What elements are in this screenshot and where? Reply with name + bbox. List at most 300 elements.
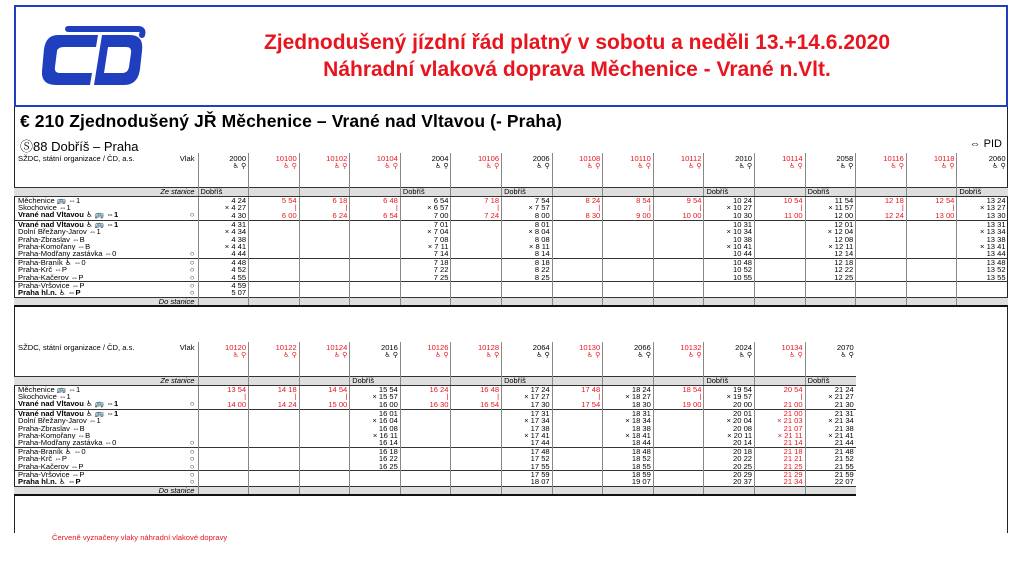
spacer-cell <box>198 368 249 376</box>
time-cell: 16 54 <box>451 400 502 409</box>
time-cell <box>249 417 300 424</box>
station-label: Vrané nad Vltavou ♿ 🚌 ⇔1 <box>18 400 119 409</box>
time-cell <box>755 274 806 282</box>
time-cell: 17 30 <box>502 400 553 409</box>
time-cell: 20 25 <box>704 463 755 471</box>
time-cell: 20 01 <box>704 409 755 417</box>
origin-station <box>299 376 350 385</box>
time-cell <box>299 228 350 235</box>
to-station-cell <box>704 486 755 495</box>
time-cell: 8 00 <box>502 211 553 220</box>
spacer-cell <box>14 368 198 376</box>
time-cell <box>856 274 907 282</box>
time-cell: | <box>856 204 907 211</box>
wheelchair-bicycle-icon: ♿ ⚲ <box>536 163 550 171</box>
spacer-cell <box>350 368 401 376</box>
time-cell <box>350 236 401 243</box>
to-station-cell <box>198 486 249 495</box>
time-cell: 17 52 <box>502 455 553 462</box>
time-cell: 20 29 <box>704 470 755 478</box>
time-cell: × 10 27 <box>704 204 755 211</box>
time-cell <box>249 432 300 439</box>
time-cell: 18 38 <box>603 425 654 432</box>
time-cell: 7 01 <box>400 220 451 228</box>
time-cell: 6 48 <box>350 196 401 204</box>
time-cell: × 11 57 <box>805 204 856 211</box>
to-station-label: Do stanice <box>14 486 198 495</box>
time-cell <box>350 220 401 228</box>
time-cell: × 7 11 <box>400 243 451 250</box>
time-cell: 10 44 <box>704 250 755 258</box>
time-cell: × 13 41 <box>957 243 1008 250</box>
time-cell <box>249 409 300 417</box>
time-cell: 13 44 <box>957 250 1008 258</box>
time-cell: 13 00 <box>906 211 957 220</box>
banner-line-1: Zjednodušený jízdní řád platný v sobotu a neděli 13.+14.6.2020 <box>263 31 891 54</box>
time-cell <box>653 455 704 462</box>
time-cell: 20 14 <box>704 439 755 447</box>
time-cell: 21 14 <box>755 439 806 447</box>
spacer-cell <box>805 368 856 376</box>
train-number-cell <box>350 342 401 368</box>
station-label: Praha-Vršovice ⇔P <box>18 470 85 479</box>
time-cell: 5 54 <box>249 196 300 204</box>
time-cell <box>653 447 704 455</box>
station-name <box>14 455 198 462</box>
time-cell <box>249 447 300 455</box>
time-cell: × 12 11 <box>805 243 856 250</box>
time-cell: × 13 27 <box>957 204 1008 211</box>
time-cell <box>704 281 755 289</box>
train-number-cell <box>552 153 603 179</box>
train-number-cell <box>653 153 704 179</box>
station-label: Měchenice 🚌 ⇔1 <box>18 385 81 393</box>
time-cell <box>552 417 603 424</box>
time-cell <box>603 258 654 266</box>
time-cell: 17 59 <box>502 470 553 478</box>
stop-circle-icon: ○ <box>189 266 195 274</box>
stop-circle-icon: ○ <box>189 258 195 267</box>
time-cell: | <box>603 204 654 211</box>
time-cell <box>805 289 856 297</box>
time-cell: | <box>653 393 704 400</box>
time-cell <box>350 274 401 282</box>
time-cell: 13 30 <box>957 211 1008 220</box>
time-cell <box>400 417 451 424</box>
from-station-label: Ze stanice <box>14 376 198 385</box>
table-row <box>14 258 1008 266</box>
time-cell: 21 30 <box>805 400 856 409</box>
station-label: Praha-Krč ⇔P <box>18 266 67 274</box>
time-cell: 16 25 <box>350 463 401 471</box>
origin-station: Dobříš <box>957 187 1008 196</box>
time-cell <box>451 409 502 417</box>
time-cell: 6 00 <box>249 211 300 220</box>
time-cell <box>552 289 603 297</box>
to-station-row <box>14 486 856 495</box>
time-cell <box>299 258 350 266</box>
time-cell: × 6 57 <box>400 204 451 211</box>
wheelchair-bicycle-icon: ♿ ⚲ <box>384 352 398 360</box>
time-cell <box>653 243 704 250</box>
time-cell <box>603 220 654 228</box>
table-row <box>14 409 856 417</box>
vlak-label: Vlak <box>179 154 195 163</box>
time-cell <box>653 258 704 266</box>
time-cell <box>552 266 603 273</box>
time-cell <box>400 409 451 417</box>
stop-circle-icon: ○ <box>189 447 195 456</box>
spacer-cell <box>603 179 654 187</box>
spacer-cell <box>755 368 806 376</box>
time-cell <box>400 425 451 432</box>
wheelchair-bicycle-icon: ♿ ⚲ <box>688 163 702 171</box>
train-number-cell <box>299 342 350 368</box>
time-cell <box>603 281 654 289</box>
time-cell <box>755 266 806 273</box>
time-cell <box>704 289 755 297</box>
time-cell <box>299 417 350 424</box>
train-number: 2004 <box>431 154 449 163</box>
time-cell: 21 00 <box>755 400 806 409</box>
time-cell <box>299 236 350 243</box>
time-cell <box>653 432 704 439</box>
time-cell: 17 48 <box>552 385 603 393</box>
time-cell: 16 14 <box>350 439 401 447</box>
time-cell <box>299 432 350 439</box>
train-number: 10128 <box>477 343 500 352</box>
time-cell: × 13 34 <box>957 228 1008 235</box>
table-row <box>14 385 856 393</box>
wheelchair-bicycle-icon: ♿ ⚲ <box>789 163 803 171</box>
spacer-cell <box>502 179 553 187</box>
train-number-cell <box>198 153 249 179</box>
time-cell <box>653 470 704 478</box>
to-station-cell <box>249 486 300 495</box>
origin-station <box>299 187 350 196</box>
time-cell <box>653 228 704 235</box>
station-label: Vrané nad Vltavou ♿ 🚌 ⇔1 <box>18 409 119 418</box>
time-cell: 8 01 <box>502 220 553 228</box>
time-cell <box>249 470 300 478</box>
time-cell <box>400 289 451 297</box>
to-station-row <box>14 297 1008 306</box>
time-cell: × 8 11 <box>502 243 553 250</box>
train-number: 2000 <box>229 154 247 163</box>
time-cell <box>198 447 249 455</box>
time-cell <box>552 281 603 289</box>
time-cell <box>755 258 806 266</box>
time-cell: | <box>299 204 350 211</box>
time-cell: 21 29 <box>755 470 806 478</box>
time-cell: 21 24 <box>805 385 856 393</box>
time-cell: 17 44 <box>502 439 553 447</box>
station-label: Praha-Komořany ⇔B <box>18 242 91 251</box>
time-cell <box>400 439 451 447</box>
train-number-cell <box>906 153 957 179</box>
time-cell <box>299 425 350 432</box>
time-cell: × 20 11 <box>704 432 755 439</box>
time-cell <box>249 228 300 235</box>
time-cell: 10 30 <box>704 211 755 220</box>
time-cell <box>451 463 502 471</box>
time-cell: 21 44 <box>805 439 856 447</box>
time-cell: × 17 41 <box>502 432 553 439</box>
time-cell: 5 07 <box>198 289 249 297</box>
to-station-cell <box>552 486 603 495</box>
time-cell <box>451 439 502 447</box>
train-number-cell <box>350 153 401 179</box>
origin-station <box>451 376 502 385</box>
station-name <box>14 236 198 243</box>
time-cell <box>451 250 502 258</box>
stop-circle-icon: ○ <box>189 478 195 487</box>
time-cell <box>603 236 654 243</box>
time-cell: | <box>755 204 806 211</box>
time-cell: 8 08 <box>502 236 553 243</box>
spacer-row <box>14 368 856 376</box>
table-row <box>14 463 856 471</box>
to-station-cell <box>451 297 502 306</box>
time-cell: 12 08 <box>805 236 856 243</box>
spacer-cell <box>603 368 654 376</box>
train-number-cell <box>400 342 451 368</box>
time-cell <box>198 463 249 471</box>
time-cell: × 21 34 <box>805 417 856 424</box>
origin-station: Dobříš <box>502 376 553 385</box>
time-cell <box>755 281 806 289</box>
from-station-row <box>14 376 856 385</box>
train-number: 2016 <box>380 343 398 352</box>
time-cell <box>603 266 654 273</box>
time-cell <box>502 281 553 289</box>
time-cell <box>451 258 502 266</box>
table-row <box>14 250 1008 258</box>
wheelchair-bicycle-icon: ♿ ⚲ <box>333 352 348 360</box>
time-cell: 7 14 <box>400 250 451 258</box>
time-cell: 4 24 <box>198 196 249 204</box>
station-name <box>14 409 198 417</box>
time-cell: 14 00 <box>198 400 249 409</box>
time-cell: | <box>249 204 300 211</box>
banner-line-2: Náhradní vlaková doprava Měchenice - Vrané n.Vlt. <box>323 58 831 81</box>
table-row <box>14 196 1008 204</box>
origin-station <box>552 187 603 196</box>
time-cell: 14 54 <box>299 385 350 393</box>
time-cell: 12 14 <box>805 250 856 258</box>
wheelchair-bicycle-icon: ♿ ⚲ <box>485 163 500 171</box>
station-name <box>14 228 198 235</box>
time-cell <box>755 220 806 228</box>
stop-circle-icon: ○ <box>189 462 195 471</box>
time-cell <box>451 425 502 432</box>
time-cell <box>856 243 907 250</box>
to-station-cell <box>502 486 553 495</box>
time-cell <box>299 289 350 297</box>
time-cell: 17 24 <box>502 385 553 393</box>
train-number: 2064 <box>532 343 550 352</box>
time-cell <box>299 470 350 478</box>
time-cell <box>552 220 603 228</box>
to-station-cell <box>299 297 350 306</box>
time-cell <box>552 250 603 258</box>
to-station-cell <box>653 297 704 306</box>
table-row <box>14 470 856 478</box>
station-label: Praha-Braník ♿ ⇔0 <box>18 447 86 456</box>
time-cell <box>957 289 1008 297</box>
time-cell: 13 24 <box>957 196 1008 204</box>
time-cell: × 10 34 <box>704 228 755 235</box>
origin-station <box>400 376 451 385</box>
wheelchair-bicycle-icon: ♿ ⚲ <box>941 163 955 171</box>
origin-station: Dobříš <box>704 376 755 385</box>
time-cell <box>350 289 401 297</box>
time-cell: × 20 04 <box>704 417 755 424</box>
train-number-cell <box>805 342 856 368</box>
wheelchair-bicycle-icon: ♿ ⚲ <box>283 163 297 171</box>
stop-circle-icon: ○ <box>189 289 195 298</box>
time-cell: 21 25 <box>755 463 806 471</box>
time-cell: 4 38 <box>198 236 249 243</box>
origin-station: Dobříš <box>805 376 856 385</box>
spacer-cell <box>299 179 350 187</box>
time-cell: 10 54 <box>755 196 806 204</box>
station-label: Praha-Zbraslav ⇔B <box>18 235 85 243</box>
time-cell: | <box>755 393 806 400</box>
table-row <box>14 243 1008 250</box>
time-cell: × 16 04 <box>350 417 401 424</box>
time-cell: 18 55 <box>603 463 654 471</box>
spacer-cell <box>856 179 907 187</box>
time-cell: 15 00 <box>299 400 350 409</box>
train-number-cell <box>502 153 553 179</box>
train-number: 10104 <box>376 154 398 163</box>
time-cell <box>249 439 300 447</box>
operator-label: SŽDC, státní organizace / ČD, a.s. <box>18 343 135 352</box>
time-cell: 22 07 <box>805 478 856 486</box>
train-number: 10130 <box>579 343 601 352</box>
time-cell <box>451 266 502 273</box>
time-cell: × 18 27 <box>603 393 654 400</box>
time-cell: × 12 04 <box>805 228 856 235</box>
time-cell: 21 59 <box>805 470 856 478</box>
to-station-cell <box>552 297 603 306</box>
train-number: 2006 <box>532 154 550 163</box>
origin-station <box>552 376 603 385</box>
station-label: Skochovice ⇔1 <box>18 392 71 401</box>
station-name <box>14 220 198 228</box>
train-number-cell <box>451 153 502 179</box>
time-cell <box>249 455 300 462</box>
time-cell <box>350 478 401 486</box>
train-number-cell <box>198 342 249 368</box>
time-cell: 7 00 <box>400 211 451 220</box>
time-cell: 19 07 <box>603 478 654 486</box>
time-cell <box>603 274 654 282</box>
time-cell: 18 07 <box>502 478 553 486</box>
spacer-cell <box>350 179 401 187</box>
train-number: 10132 <box>680 343 702 352</box>
time-cell: 7 24 <box>451 211 502 220</box>
time-cell: 10 52 <box>704 266 755 273</box>
station-label: Praha-Vršovice ⇔P <box>18 281 85 290</box>
time-cell <box>350 258 401 266</box>
time-cell: 6 54 <box>400 196 451 204</box>
time-cell <box>198 470 249 478</box>
train-number: 2010 <box>735 154 753 163</box>
wheelchair-bicycle-icon: ♿ ⚲ <box>435 163 449 171</box>
train-number-cell <box>856 153 907 179</box>
table-row <box>14 417 856 424</box>
time-cell <box>451 478 502 486</box>
origin-station <box>603 187 654 196</box>
wheelchair-bicycle-icon: ♿ ⚲ <box>232 163 247 171</box>
spacer-cell <box>249 368 300 376</box>
station-name <box>14 281 198 289</box>
station-label: Praha hl.n. ♿ ⇔P <box>18 289 81 298</box>
wheelchair-bicycle-icon: ♿ ⚲ <box>536 352 550 360</box>
to-station-cell <box>451 486 502 495</box>
time-cell: 6 54 <box>350 211 401 220</box>
time-cell <box>552 470 603 478</box>
train-number-cell <box>805 153 856 179</box>
train-number-cell <box>704 153 755 179</box>
station-name <box>14 266 198 273</box>
to-station-cell <box>350 486 401 495</box>
time-cell <box>249 243 300 250</box>
time-cell: 20 22 <box>704 455 755 462</box>
to-station-cell <box>805 486 856 495</box>
spacer-cell <box>299 368 350 376</box>
time-cell <box>299 447 350 455</box>
time-cell <box>552 425 603 432</box>
time-cell: | <box>552 393 603 400</box>
station-name <box>14 196 198 204</box>
time-cell: | <box>451 204 502 211</box>
time-cell <box>249 250 300 258</box>
time-cell <box>451 220 502 228</box>
station-name <box>14 432 198 439</box>
to-station-cell <box>299 486 350 495</box>
time-cell: 4 30 <box>198 211 249 220</box>
time-cell: 10 31 <box>704 220 755 228</box>
time-cell: 8 30 <box>552 211 603 220</box>
time-cell <box>350 250 401 258</box>
time-cell: 21 00 <box>755 409 806 417</box>
time-cell <box>299 281 350 289</box>
train-number-cell <box>704 342 755 368</box>
time-cell: 17 54 <box>552 400 603 409</box>
time-cell: | <box>400 393 451 400</box>
station-name <box>14 439 198 447</box>
time-cell: 7 18 <box>400 258 451 266</box>
time-cell: 12 54 <box>906 196 957 204</box>
time-cell: 18 59 <box>603 470 654 478</box>
time-cell: 13 55 <box>957 274 1008 282</box>
table-row <box>14 447 856 455</box>
time-cell <box>350 470 401 478</box>
time-cell <box>653 220 704 228</box>
origin-station <box>350 187 401 196</box>
header-banner <box>14 5 1008 107</box>
station-name <box>14 385 198 393</box>
time-cell: 14 24 <box>249 400 300 409</box>
spacer-cell <box>198 179 249 187</box>
time-cell: 10 00 <box>653 211 704 220</box>
time-cell: | <box>451 393 502 400</box>
time-cell <box>198 478 249 486</box>
to-station-cell <box>856 297 907 306</box>
